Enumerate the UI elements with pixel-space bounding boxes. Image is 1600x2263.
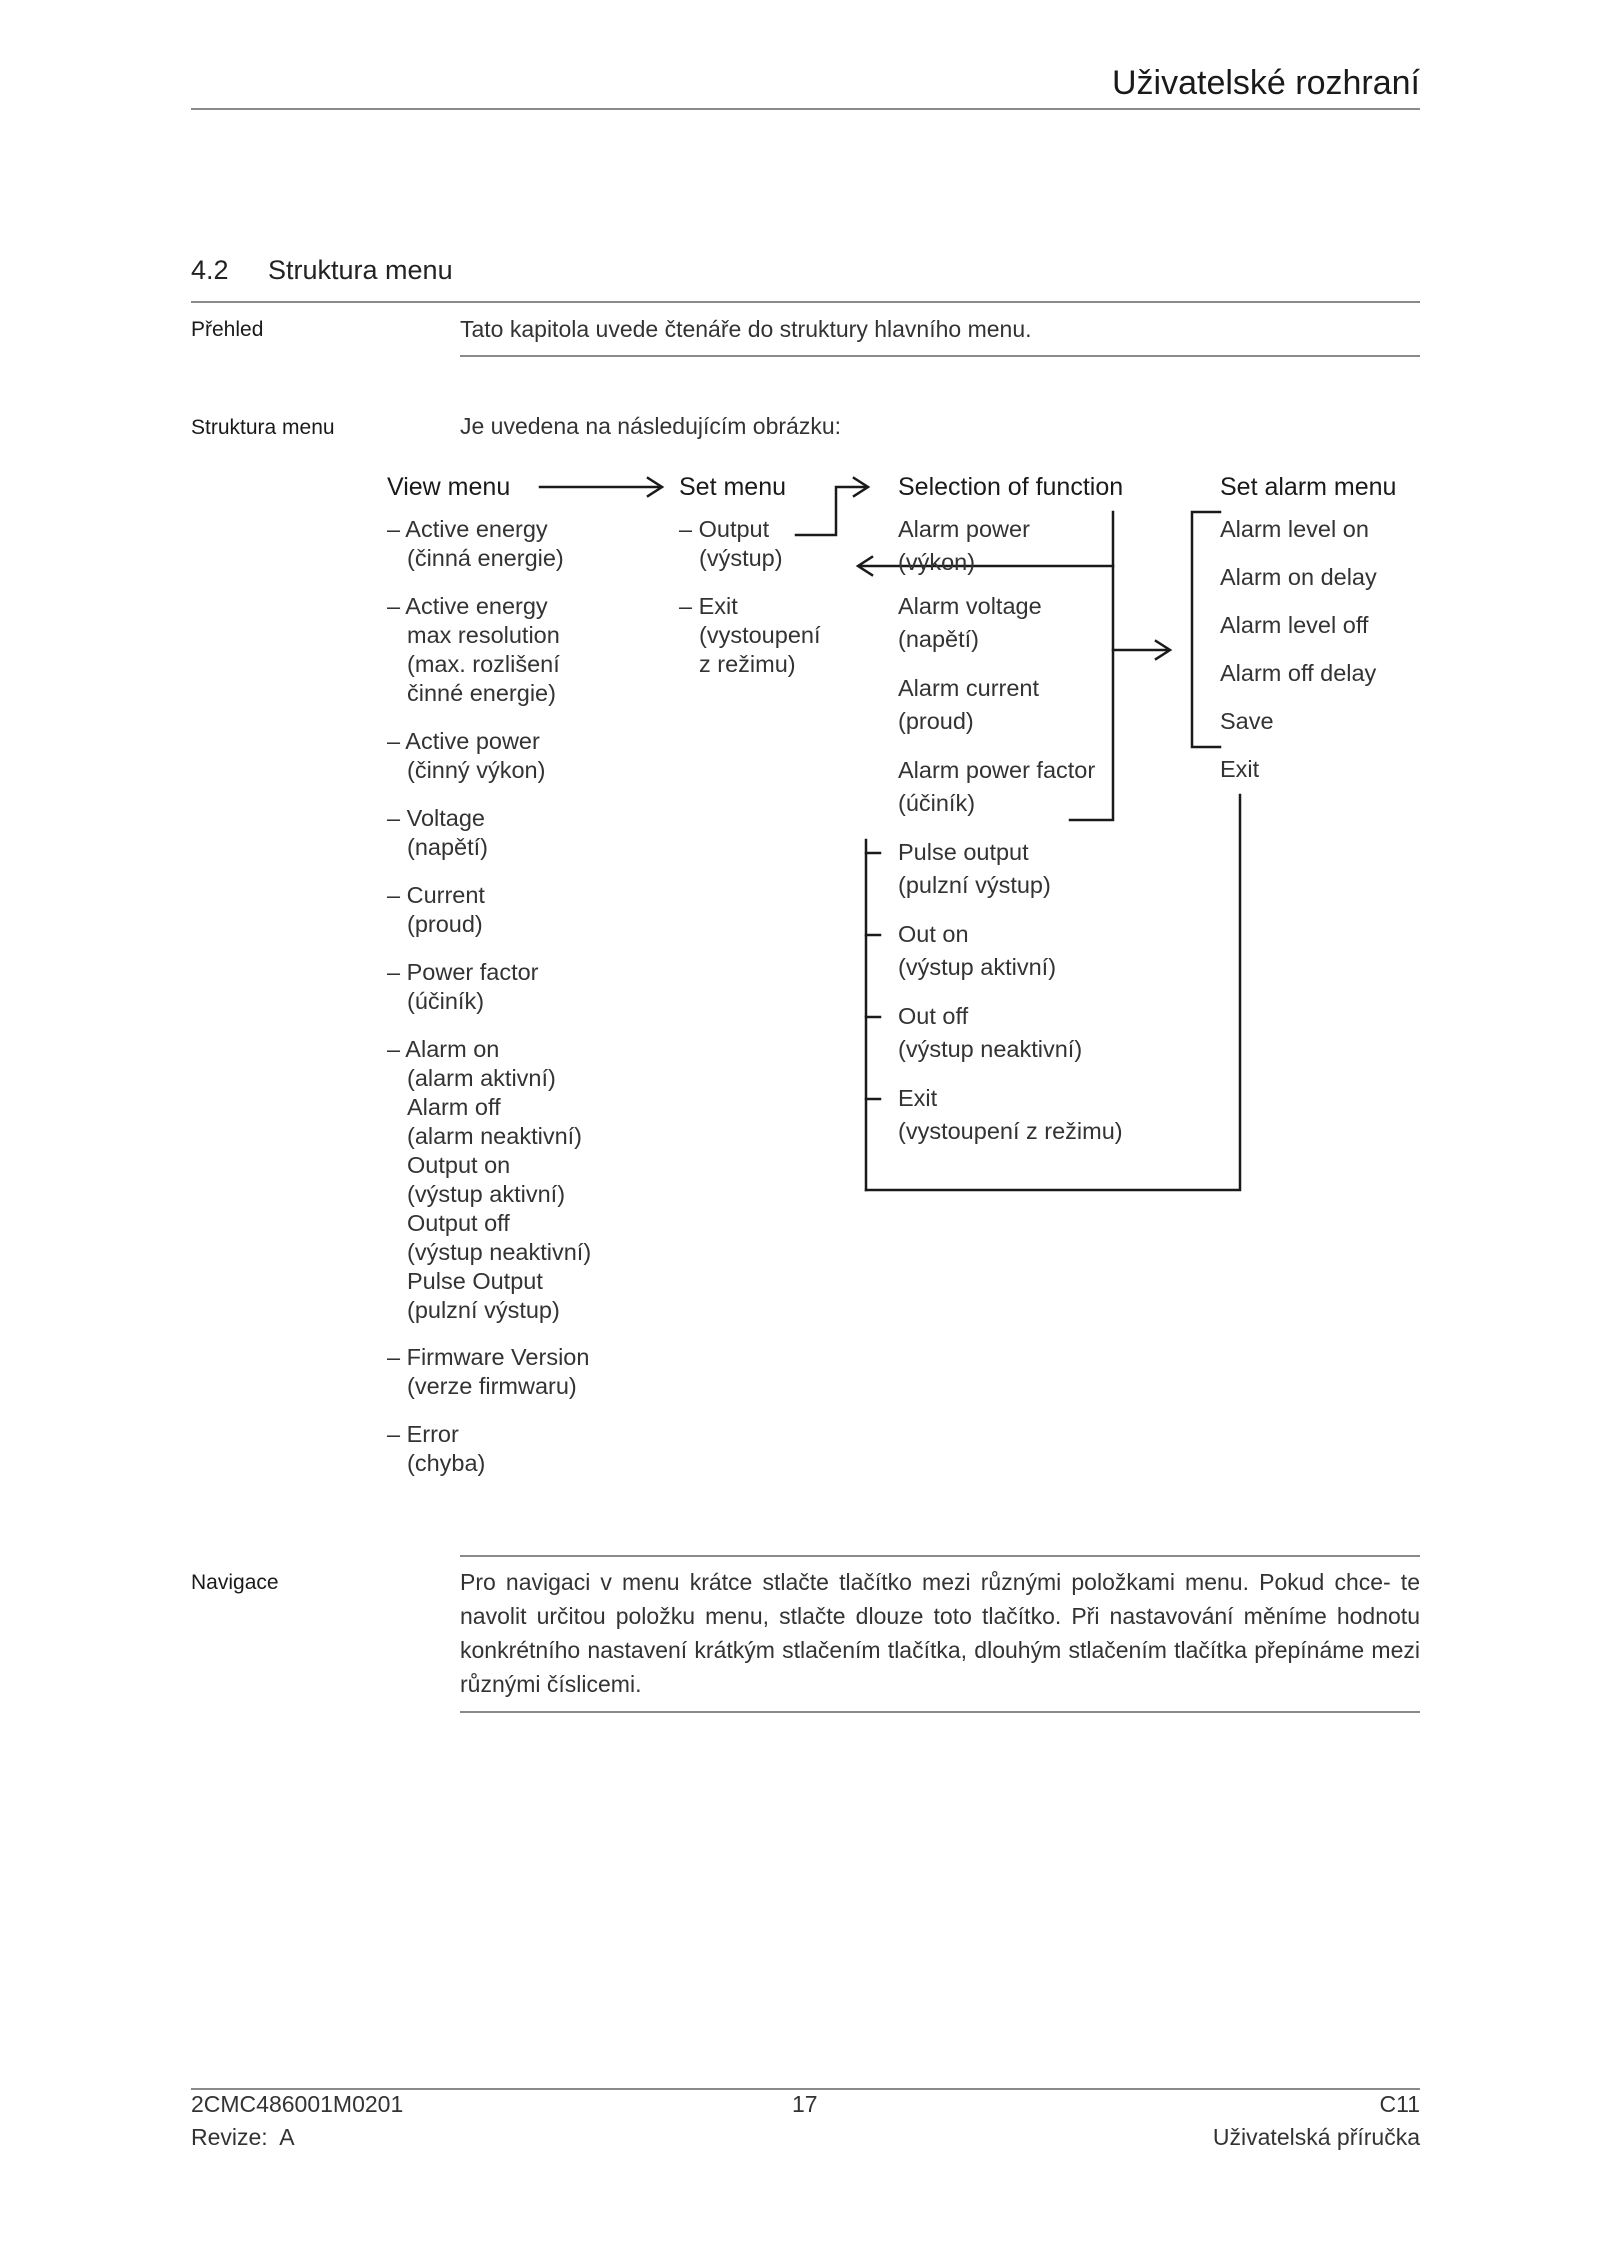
set-menu-title: Set menu — [679, 473, 787, 501]
selection-item-line: (výkon) — [898, 549, 976, 575]
selection-item-line: Out on — [898, 921, 969, 947]
view-menu-item-line: Alarm off — [407, 1094, 501, 1120]
selection-of-function-title: Selection of function — [898, 473, 1124, 501]
set-menu-item-line: – Exit — [679, 593, 738, 619]
view-menu-item — [387, 1035, 591, 1325]
view-menu-item-line: (napětí) — [407, 834, 488, 860]
selection-item-line: Out off — [898, 1003, 969, 1029]
view-menu-item-line: (výstup aktivní) — [407, 1181, 566, 1207]
page-header-title: Uživatelské rozhraní — [1111, 64, 1420, 102]
view-menu-item-line: – Active power — [387, 728, 540, 754]
view-menu-item-line: (činný výkon) — [407, 757, 546, 783]
view-menu-item-line: – Firmware Version — [387, 1344, 590, 1370]
set-alarm-menu-item: Exit — [1220, 756, 1260, 782]
selection-item-line: Exit — [898, 1085, 938, 1111]
set-menu-item — [679, 515, 783, 573]
view-menu-title: View menu — [387, 473, 511, 501]
selection-item-line: (výstup neaktivní) — [898, 1036, 1083, 1062]
view-menu-item — [387, 804, 488, 862]
selection-item-line: Alarm power factor — [898, 757, 1096, 783]
footer-manual: Uživatelská příručka — [1212, 2124, 1420, 2150]
view-menu-item-line: (pulzní výstup) — [407, 1297, 560, 1323]
view-menu-item — [387, 958, 539, 1016]
selection-item-line: (vystoupení z režimu) — [898, 1118, 1123, 1144]
structure-label: Struktura menu — [191, 416, 335, 439]
set-alarm-menu-item: Alarm level off — [1220, 612, 1369, 638]
selection-item — [898, 515, 1030, 581]
footer-doc-number: 2CMC486001M0201 — [191, 2091, 404, 2117]
set-alarm-menu-item: Alarm on delay — [1220, 564, 1377, 590]
view-menu-item-line: (výstup neaktivní) — [407, 1239, 592, 1265]
view-menu-item-line: (proud) — [407, 911, 483, 937]
footer-page-number: 17 — [792, 2091, 818, 2117]
view-menu-item-line: – Alarm on — [387, 1036, 500, 1062]
navigation-text: Pro navigaci v menu krátce stlačte tlačítko mezi různými položkami menu. Pokud chce- te navolit určitou položku menu, stlačte dlouze toto tlačítko. Při nastavování měníme hodnotu konkrétního nastavení krátkým stlačením tlačítka, dlouhým stlačením tlačítka přepínáme mezi různými číslicemi. — [460, 1569, 1420, 1697]
set-alarm-menu-item: Alarm off delay — [1220, 660, 1377, 686]
set-menu-item-line: z režimu) — [699, 651, 796, 677]
view-menu-item-line: max resolution — [407, 622, 560, 648]
overview-label: Přehled — [191, 318, 264, 341]
selection-item — [898, 920, 1056, 986]
footer-product: C11 — [1379, 2091, 1420, 2117]
view-menu-item-line: – Current — [387, 882, 485, 908]
set-menu-item-line: (výstup) — [699, 545, 783, 571]
navigation-bottom-divider — [460, 1711, 1420, 1713]
view-menu-item-line: (chyba) — [407, 1450, 486, 1476]
view-menu-item-line: – Active energy — [387, 593, 548, 619]
overview-text: Tato kapitola uvede čtenáře do struktury hlavního menu. — [460, 316, 1032, 342]
selection-item-line: (pulzní výstup) — [898, 872, 1051, 898]
view-menu-item-line: Output on — [407, 1152, 511, 1178]
view-menu-item — [387, 1343, 589, 1401]
structure-text: Je uvedena na následujícím obrázku: — [460, 413, 842, 439]
view-menu-item-line: (účiník) — [407, 988, 485, 1014]
selection-item — [898, 592, 1042, 658]
view-menu-item — [387, 881, 485, 939]
selection-item-line: Pulse output — [898, 839, 1029, 865]
selection-item — [898, 1084, 1123, 1150]
set-alarm-menu-title: Set alarm menu — [1220, 473, 1397, 501]
view-menu-item — [387, 727, 545, 785]
section-number: 4.2 — [191, 255, 229, 285]
view-menu-item-line: (alarm aktivní) — [407, 1065, 556, 1091]
view-menu-item-line: činné energie) — [407, 680, 556, 706]
selection-item — [898, 1002, 1082, 1068]
view-menu-item-line: (činná energie) — [407, 545, 564, 571]
view-menu-item-line: – Error — [387, 1421, 459, 1447]
view-menu-item — [387, 592, 560, 708]
view-menu-item-line: (alarm neaktivní) — [407, 1123, 582, 1149]
navigation-top-divider — [460, 1555, 1420, 1557]
selection-item — [898, 674, 1039, 740]
selection-item-line: Alarm power — [898, 516, 1030, 542]
view-menu-item-line: (verze firmwaru) — [407, 1373, 577, 1399]
view-menu-item-line: Pulse Output — [407, 1268, 543, 1294]
set-menu-item-line: (vystoupení — [699, 622, 821, 648]
selection-item-line: (proud) — [898, 708, 974, 734]
set-alarm-menu-item: Alarm level on — [1220, 516, 1369, 542]
footer-revision: Revize: A — [191, 2124, 295, 2150]
set-menu-item-line: – Output — [679, 516, 770, 542]
selection-item — [898, 838, 1051, 904]
selection-item-line: Alarm voltage — [898, 593, 1042, 619]
selection-item-line: Alarm current — [898, 675, 1040, 701]
set-alarm-menu-item: Save — [1220, 708, 1274, 734]
set-menu-item — [679, 592, 820, 679]
view-menu-item-line: – Power factor — [387, 959, 539, 985]
view-menu-item-line: – Voltage — [387, 805, 486, 831]
selection-item-line: (napětí) — [898, 626, 979, 652]
selection-item-line: (účiník) — [898, 790, 976, 816]
view-menu-item-line: Output off — [407, 1210, 510, 1236]
navigation-label: Navigace — [191, 1571, 279, 1594]
view-menu-item — [387, 515, 564, 573]
section-title: Struktura menu — [268, 255, 453, 285]
view-menu-item — [387, 1420, 485, 1478]
view-menu-item-line: (max. rozlišení — [407, 651, 560, 677]
selection-item-line: (výstup aktivní) — [898, 954, 1057, 980]
selection-item — [898, 756, 1095, 822]
view-menu-item-line: – Active energy — [387, 516, 548, 542]
